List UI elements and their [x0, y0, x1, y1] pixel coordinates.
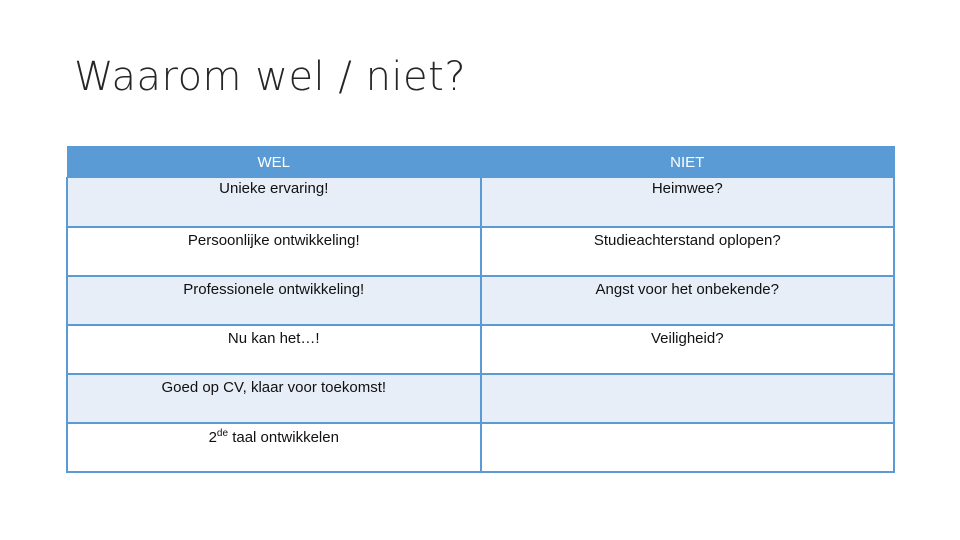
wel-cell: Unieke ervaring! [67, 178, 481, 227]
wel-superscript: de [216, 427, 229, 439]
header-wel: WEL [67, 147, 481, 178]
table-row [67, 178, 894, 227]
table-row [67, 276, 894, 325]
niet-cell [481, 423, 895, 472]
niet-cell: Veiligheid? [481, 325, 895, 374]
table-row [67, 423, 894, 472]
niet-cell: Studieachterstand oplopen? [481, 227, 895, 276]
niet-cell [481, 374, 895, 423]
wel-cell: Goed op CV, klaar voor toekomst! [67, 374, 481, 423]
table-header-row [67, 147, 894, 178]
table-row [67, 374, 894, 423]
wel-cell: Professionele ontwikkeling! [67, 276, 481, 325]
slide-title: Waarom wel / niet? [74, 54, 467, 100]
niet-cell: Angst voor het onbekende? [481, 276, 895, 325]
wel-prefix: 2 [208, 428, 217, 446]
wel-cell: Persoonlijke ontwikkeling! [67, 227, 481, 276]
wel-cell [67, 423, 481, 472]
table-row [67, 227, 894, 276]
table-row [67, 325, 894, 374]
wel-suffix: taal ontwikkelen [228, 428, 339, 446]
header-niet: NIET [481, 147, 895, 178]
wel-cell: Nu kan het…! [67, 325, 481, 374]
comparison-table [66, 146, 895, 473]
niet-cell: Heimwee? [481, 178, 895, 227]
